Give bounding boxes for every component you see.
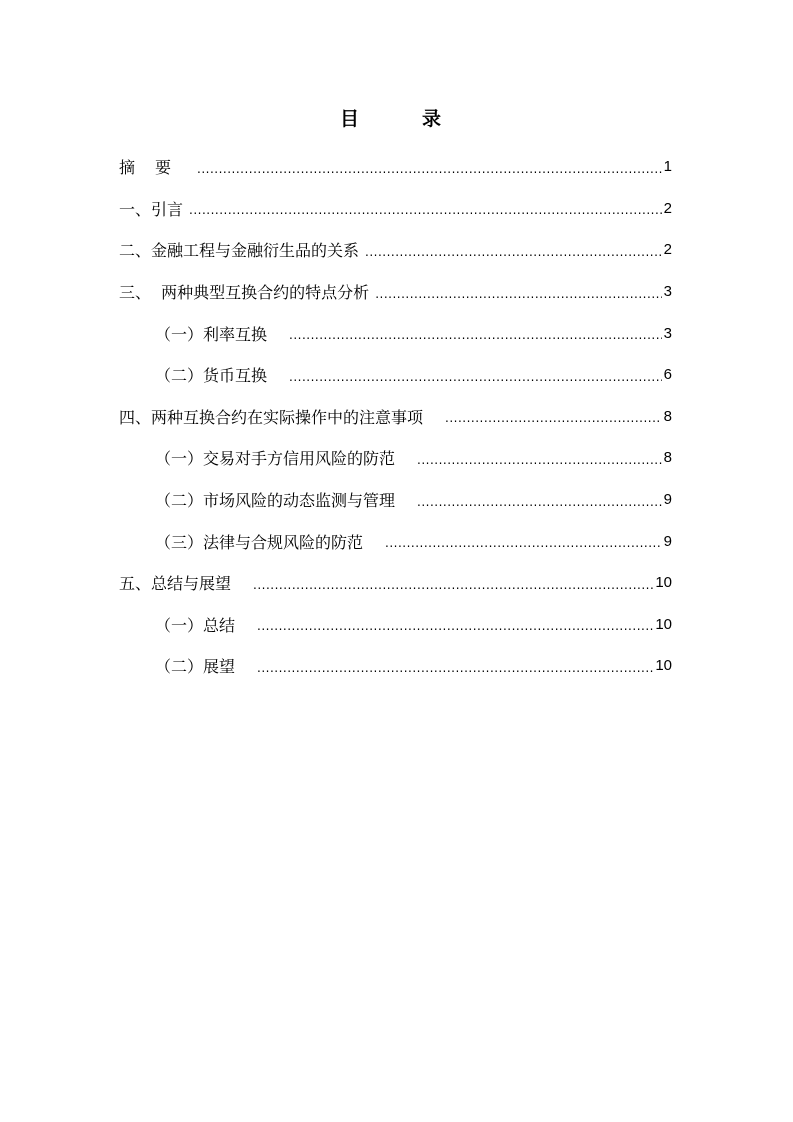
toc-entry-section-5-2[interactable]: [119, 645, 672, 687]
toc-entry-page: 10: [655, 574, 672, 592]
toc-leader-dots: [197, 163, 662, 175]
toc-entry-label: （二）展望: [155, 657, 236, 677]
toc-entry-section-3[interactable]: [119, 271, 672, 313]
toc-entry-section-5[interactable]: [119, 562, 672, 604]
toc-entry-section-5-1[interactable]: [119, 604, 672, 646]
toc-entry-label: 二、金融工程与金融衍生品的关系: [119, 241, 360, 261]
toc-entry-section-4-1[interactable]: [119, 437, 672, 479]
toc-leader-dots: [375, 288, 661, 300]
toc-entry-abstract[interactable]: [119, 146, 672, 188]
toc-leader-dots: [289, 329, 662, 341]
toc-entry-section-3-2[interactable]: [119, 354, 672, 396]
toc-leader-dots: [385, 537, 662, 549]
toc-entry-introduction[interactable]: [119, 188, 672, 230]
toc-leader-dots: [253, 579, 653, 591]
toc-entry-page: 10: [655, 615, 672, 633]
toc-entry-page: 10: [655, 657, 672, 675]
toc-entry-page: 1: [663, 158, 672, 176]
toc-entry-page: 8: [663, 449, 672, 467]
toc-entry-label: （一）利率互换: [155, 324, 268, 344]
toc-entry-label: 摘要: [119, 158, 192, 178]
toc-entry-page: 3: [663, 283, 672, 301]
toc-leader-dots: [417, 496, 662, 508]
toc-leader-dots: [445, 412, 662, 424]
toc-entry-page: 3: [663, 324, 672, 342]
toc-entry-section-2[interactable]: [119, 229, 672, 271]
toc-leader-dots: [417, 454, 662, 466]
toc-entry-label: （一）总结: [155, 615, 236, 635]
toc-entry-page: 8: [663, 407, 672, 425]
toc-entry-section-4-3[interactable]: [119, 520, 672, 562]
toc-entry-label: （一）交易对手方信用风险的防范: [155, 449, 396, 469]
table-of-contents: [119, 146, 672, 687]
toc-entry-label: （二）市场风险的动态监测与管理: [155, 491, 396, 511]
toc-entry-label: 五、总结与展望: [119, 574, 232, 594]
toc-entry-label: （二）货币互换: [155, 366, 268, 386]
toc-leader-dots: [257, 620, 653, 632]
toc-entry-section-4-2[interactable]: [119, 479, 672, 521]
toc-entry-label: 四、两种互换合约在实际操作中的注意事项: [119, 407, 424, 427]
toc-leader-dots: [257, 662, 653, 674]
toc-entry-page: 9: [663, 532, 672, 550]
toc-entry-page: 2: [663, 241, 672, 259]
toc-leader-dots: [189, 204, 662, 216]
toc-entry-label: （三）法律与合规风险的防范: [155, 532, 364, 552]
toc-entry-label: 一、引言: [119, 199, 184, 219]
toc-entry-section-3-1[interactable]: [119, 312, 672, 354]
toc-entry-page: 2: [663, 199, 672, 217]
toc-title: 目 录: [339, 108, 463, 130]
toc-entry-label: 三、 两种典型互换合约的特点分析: [119, 283, 370, 303]
toc-leader-dots: [289, 371, 662, 383]
toc-entry-section-4[interactable]: [119, 396, 672, 438]
toc-entry-page: 6: [663, 366, 672, 384]
toc-leader-dots: [365, 246, 662, 258]
toc-entry-page: 9: [663, 491, 672, 509]
